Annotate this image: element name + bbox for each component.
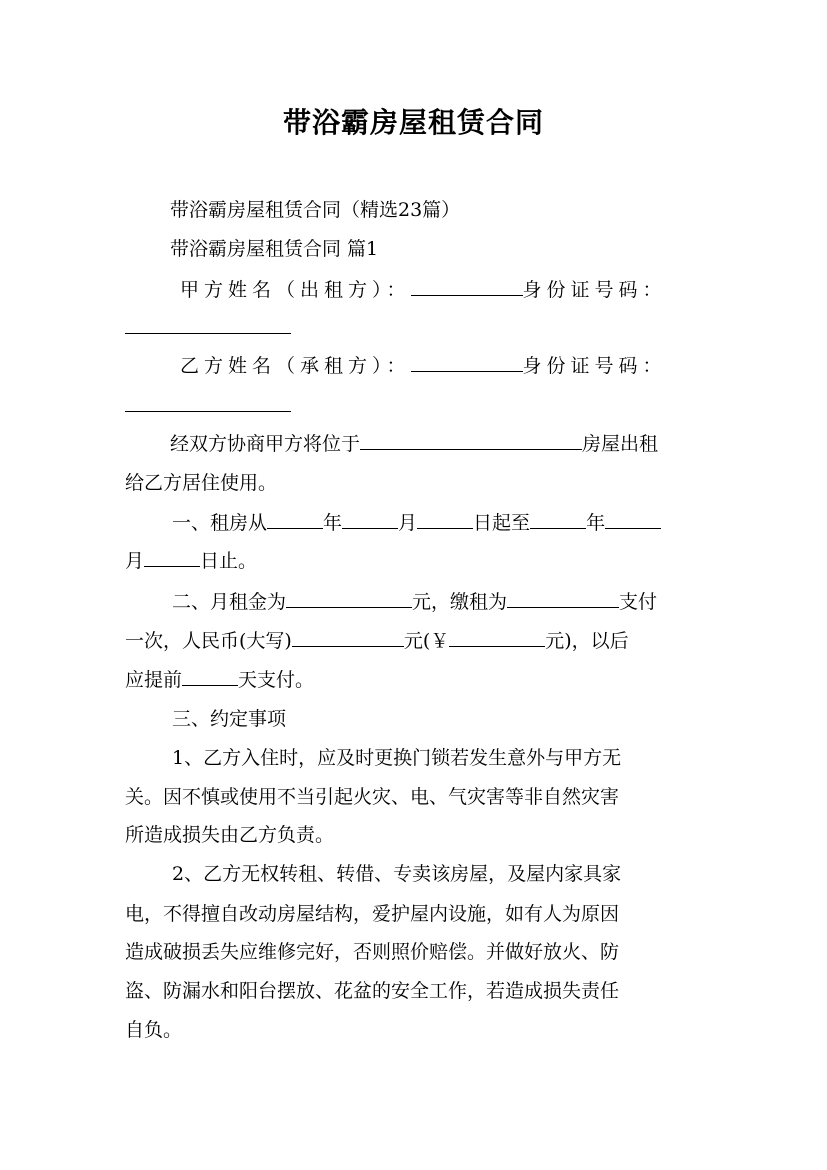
- party-b-row: [180, 353, 690, 379]
- clause2-line-3: [125, 667, 314, 693]
- intro-part2: 房屋出租: [582, 433, 659, 455]
- location-blank: [360, 431, 582, 450]
- item1-line-3: 所造成损失由乙方负责。: [125, 824, 335, 846]
- end-month-blank-a: [605, 510, 661, 529]
- clause1-prefix: 一、租房从: [172, 512, 268, 534]
- item2-line-1: 2、乙方无权转租、转借、专卖该房屋，及屋内家具家: [172, 863, 622, 885]
- item2-line-2: 电，不得擅自改动房屋结构，爱护屋内设施，如有人为原因: [125, 903, 620, 925]
- clause2-days: 天支付。: [238, 669, 315, 691]
- item2-line-4: 盗、防漏水和阳台摆放、花盆的安全工作，若造成损失责任: [125, 980, 620, 1002]
- clause2-after: 元)，以后: [545, 630, 629, 652]
- item1-line-2: 关。因不慎或使用不当引起火灾、电、气灾害等非自然灾害: [125, 786, 620, 808]
- party-a-label: 甲方姓名（出租方）：: [180, 279, 411, 301]
- document-title: 带浴霸房屋租赁合同: [282, 106, 544, 139]
- party-b-id-blank: [125, 411, 291, 412]
- clause2-yuan: 元，缴租为: [412, 591, 508, 613]
- item2-line-3: 造成破损丢失应维修完好，否则照价赔偿。并做好放火、防: [125, 941, 620, 963]
- clause2-prefix: 二、月租金为: [172, 591, 287, 613]
- party-a-id-label: 身份证号码：: [522, 279, 667, 301]
- start-month-blank: [342, 510, 398, 529]
- advance-days-blank: [182, 667, 238, 686]
- clause2-rmb-upper: 一次，人民币(大写): [125, 630, 292, 652]
- rmb-upper-blank: [292, 628, 404, 647]
- intro-line-1: [170, 431, 658, 457]
- item2-line-5: 自负。: [125, 1019, 183, 1041]
- section-heading: 带浴霸房屋租赁合同 篇1: [170, 238, 379, 260]
- clause1-line-2: [125, 548, 257, 574]
- party-a-row: [180, 277, 690, 303]
- clause1-month: 月: [398, 512, 418, 534]
- clause1-month2: 月: [125, 550, 145, 572]
- party-b-id-label: 身份证号码：: [522, 355, 667, 377]
- intro-part1: 经双方协商甲方将位于: [170, 433, 361, 455]
- clause1-year2: 年: [586, 512, 606, 534]
- end-day-blank: [144, 548, 200, 567]
- payment-cycle-blank: [507, 589, 619, 608]
- party-b-name-blank: [411, 353, 523, 372]
- item1-line-1: 1、乙方入住时，应及时更换门锁若发生意外与甲方无: [172, 747, 622, 769]
- clause2-rmb-symbol: 元(￥: [403, 630, 450, 652]
- clause3-heading: 三、约定事项: [172, 708, 287, 730]
- monthly-rent-blank: [286, 589, 412, 608]
- start-year-blank: [267, 510, 323, 529]
- clause1-line-1: [172, 510, 661, 536]
- party-a-name-blank: [411, 277, 523, 296]
- party-a-id-blank: [125, 333, 291, 334]
- document-subtitle: 带浴霸房屋租赁合同（精选23篇）: [170, 199, 461, 221]
- clause1-day-from: 日起至: [473, 512, 531, 534]
- clause2-line-1: [172, 589, 657, 615]
- clause1-year: 年: [323, 512, 343, 534]
- start-day-blank: [417, 510, 473, 529]
- rmb-number-blank: [449, 628, 545, 647]
- clause2-pay: 支付: [619, 591, 658, 613]
- party-b-label: 乙方姓名（承租方）：: [180, 355, 411, 377]
- clause2-line-2: [125, 628, 629, 654]
- clause2-advance: 应提前: [125, 669, 183, 691]
- clause1-day-end: 日止。: [200, 550, 258, 572]
- end-year-blank: [530, 510, 586, 529]
- intro-line-2: 给乙方居住使用。: [125, 472, 278, 494]
